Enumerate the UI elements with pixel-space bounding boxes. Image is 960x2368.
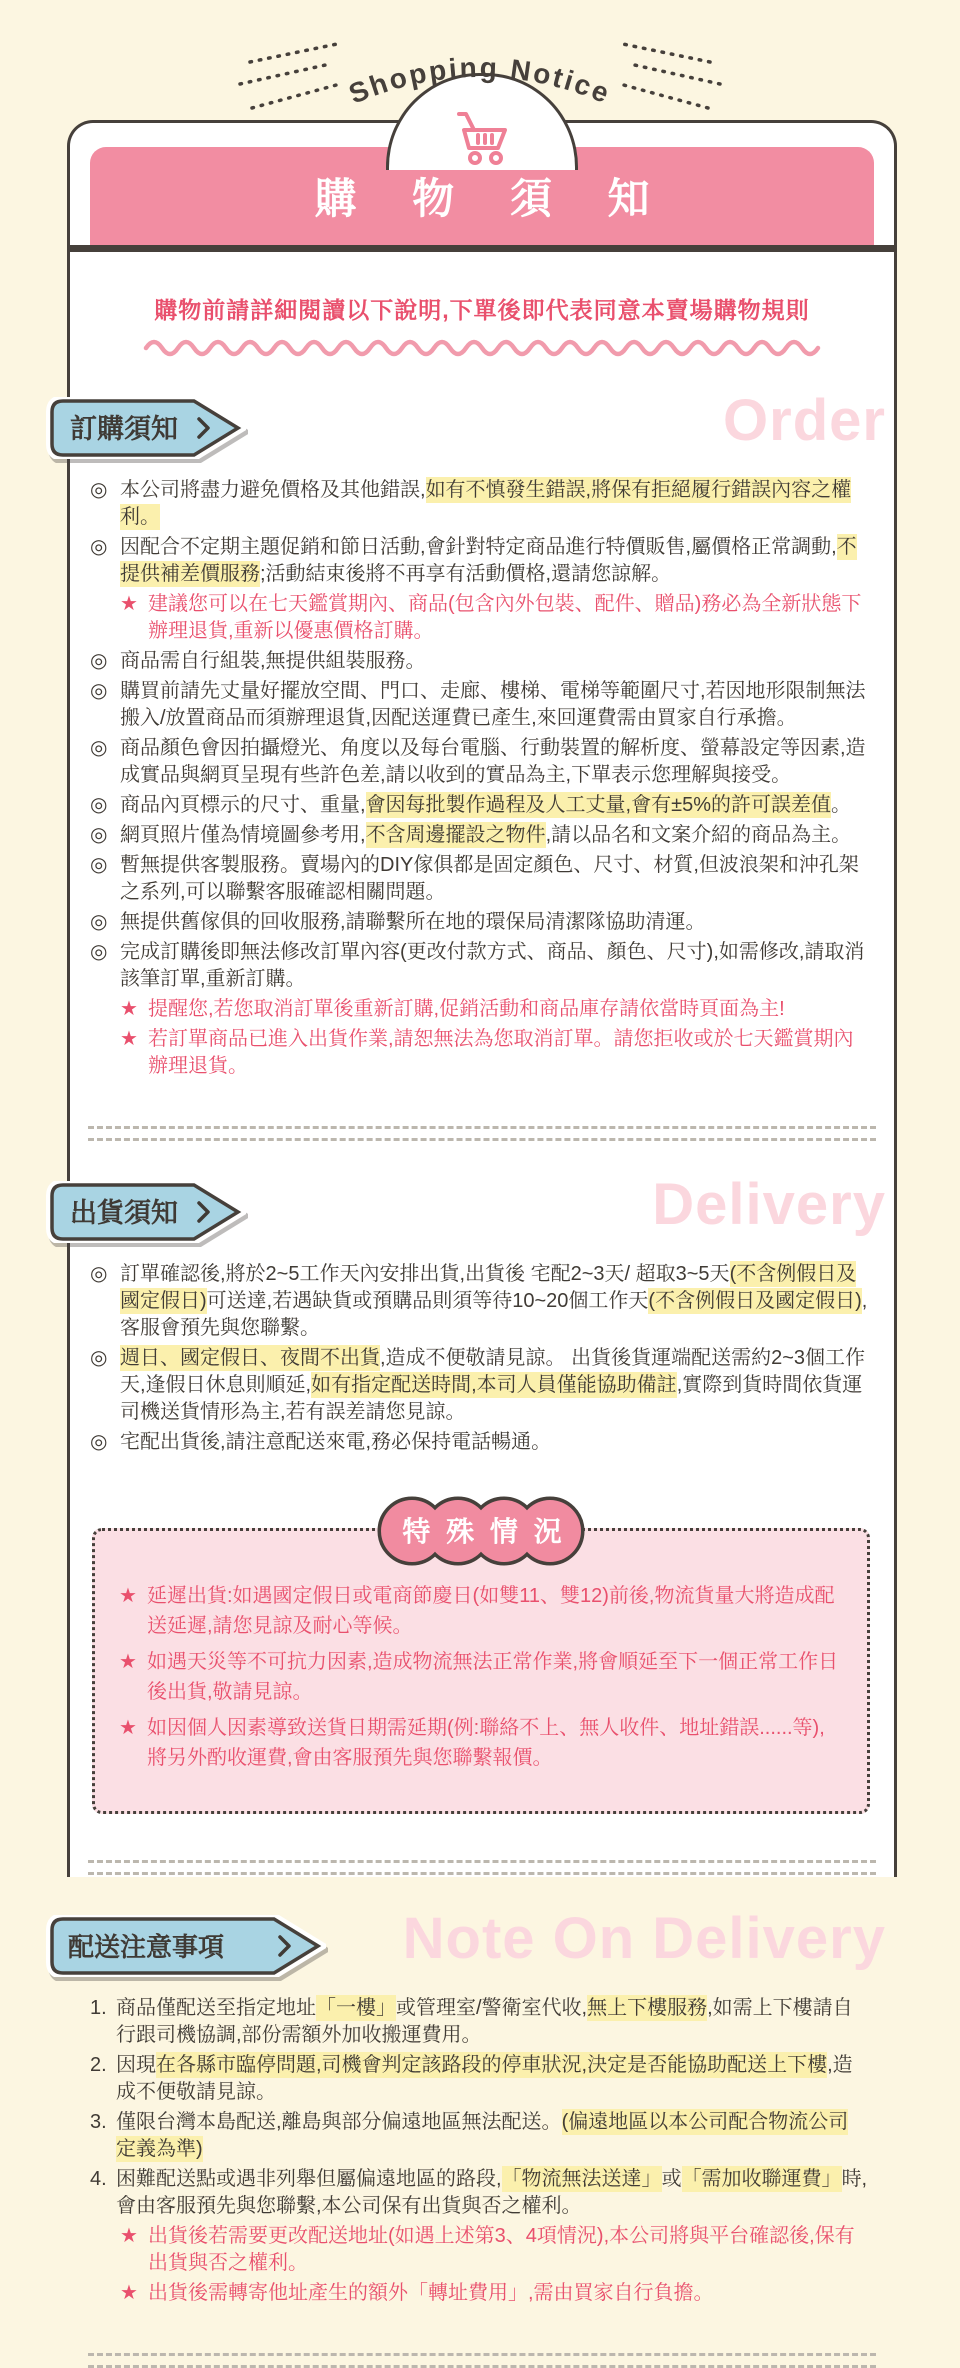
dotted-divider [88,2353,876,2368]
item-text: 無提供舊傢俱的回收服務,請聯繫所在地的環保局清潔隊協助清運。 [120,911,706,933]
list-item [90,534,868,588]
item-text: 商品需自行組裝,無提供組裝服務。 [120,650,426,672]
item-text: 週日、國定假日、夜間不出貨,造成不便敬請見諒。 出貨後貨運端配送需約2~3個工作天,逢假日休息則順延,如有指定配送時間,本司人員僅能協助備註,實際到貨時間依貨運司機送貨情形為主,若有誤差請您見諒。 [120,1347,866,1423]
list-item [90,2166,868,2220]
list-item [90,1261,868,1342]
item-text: 完成訂購後即無法修改訂單內容(更改付款方式、商品、顏色、尺寸),如需修改,請取消該筆訂單,重新訂購。 [120,941,865,990]
highlighted-text: 如有不慎發生錯誤,將保有拒絕履行錯誤內容之權利。 [120,479,852,528]
section-item-list [90,1261,868,1456]
note-item [119,1647,839,1707]
header-decoration [100,18,860,133]
highlighted-text: 不提供補差價服務 [120,536,857,585]
item-text: 僅限台灣本島配送,離島與部分偏遠地區無法配送。(偏遠地區以本公司配合物流公司定義為準) [116,2111,849,2160]
item-text: 建議您可以在七天鑑賞期內、商品(包含內外包裝、配件、贈品)務必為全新狀態下辦理退貨,重新以優惠價格訂購。 [148,593,862,642]
svg-text:Shopping Notice [344,52,615,110]
special-circumstances-box [92,1516,870,1814]
item-marker: 4. [90,2168,107,2190]
highlighted-text: (偏遠地區以本公司配合物流公司定義為準) [116,2111,849,2160]
highlighted-text: 無上下樓服務 [587,1997,708,2019]
list-item [90,1995,868,2049]
highlighted-text: 週日、國定假日、夜間不出貨 [120,1347,380,1369]
item-text: 如遇天災等不可抗力因素,造成物流無法正常作業,將會順延至下一個正常工作日後出貨,敬請見諒。 [147,1651,839,1703]
item-marker: ◎ [90,1431,108,1453]
list-item [90,852,868,906]
section-ribbon-label: 配送注意事項 [68,1932,225,1962]
item-text: 網頁照片僅為情境圖參考用,不含周邊擺設之物件,請以品名和文案介紹的商品為主。 [120,824,852,846]
item-text: 暫無提供客製服務。賣場內的DIY傢俱都是固定顏色、尺寸、材質,但波浪架和沖孔架之系列,可以聯繫客服確認相關問題。 [120,854,859,903]
item-text: 如因個人因素導致送貨日期需延期(例:聯絡不上、無人收件、地址錯誤......等),將另外酌收運費,會由客服預先與您聯繫報價。 [147,1717,825,1769]
section-item-list [90,1995,868,2307]
special-badge [356,1483,606,1579]
item-text: 困難配送點或遇非列舉但屬偏遠地區的路段,「物流無法送達」或「需加收聯運費」時,會由客服預先與您聯繫,本公司保有出貨與否之權利。 [116,2168,868,2217]
shopping-notice-arc [100,18,860,128]
dotted-divider [88,1126,876,1141]
section-header [70,1172,894,1239]
list-item [90,735,868,789]
highlighted-text: 不含周邊擺設之物件 [365,824,546,846]
note-item [120,2223,868,2277]
item-text: 延遲出貨:如遇國定假日或電商節慶日(如雙11、雙12)前後,物流貨量大將造成配送延遲,請您見諒及耐心等候。 [147,1585,835,1637]
note-item [120,1026,868,1080]
note-item [120,2280,868,2307]
section-ribbon-label: 訂購須知 [70,414,178,444]
section-ribbon [46,1915,326,1977]
item-text: 商品顏色會因拍攝燈光、角度以及每台電腦、行動裝置的解析度、螢幕設定等因素,造成實品與網頁呈現有些許色差,請以收到的實品為主,下單表示您理解與接受。 [120,737,866,786]
item-marker: ★ [120,998,138,1020]
section-ribbon [46,397,246,459]
item-marker: ◎ [90,854,108,876]
item-marker: ◎ [90,1347,108,1369]
highlighted-text: 會因每批製作過程及人工丈量,會有±5%的許可誤差值 [365,794,832,816]
list-item [90,1345,868,1426]
section-delivery [70,1172,894,1814]
highlighted-text: 「需加收聯運費」 [681,2168,842,2190]
highlighted-text: 如有指定配送時間,本司人員僅能協助備註 [311,1374,677,1396]
item-marker: 3. [90,2111,107,2133]
list-item [90,678,868,732]
item-marker: ◎ [90,911,108,933]
item-text: 訂單確認後,將於2~5工作天內安排出貨,出貨後 宅配2~3天/ 超取3~5天(不含例假日及國定假日)可送達,若遇缺貨或預購品則須等待10~20個工作天(不含例假日及國定假日),客服會預先與您聯繫。 [120,1263,868,1339]
special-item-list [119,1581,839,1773]
section-header [70,388,894,455]
note-item [119,1713,839,1773]
item-text: 若訂單商品已進入出貨作業,請恕無法為您取消訂單。請您拒收或於七天鑑賞期內辦理退貨。 [148,1028,854,1077]
item-text: 購買前請先丈量好擺放空間、門口、走廊、樓梯、電梯等範圍尺寸,若因地形限制無法搬入/放置商品而須辦理退貨,因配送運費已產生,來回運費需由買家自行承擔。 [120,680,866,729]
item-marker: ★ [120,2282,138,2304]
section-watermark: Order [723,388,886,453]
page-title: 購 物 須 知 [314,175,672,222]
banner-underline [70,245,894,252]
highlighted-text: 「物流無法送達」 [501,2168,662,2190]
highlighted-text: (不含例假日及國定假日) [648,1290,862,1312]
list-item [90,1429,868,1456]
notice-card [67,120,897,2304]
item-text: 因配合不定期主題促銷和節日活動,會針對特定商品進行特價販售,屬價格正常調動,不提供補差價服務;活動結束後將不再享有活動價格,還請您諒解。 [120,536,857,585]
item-marker: ◎ [90,737,108,759]
item-marker: ◎ [90,1263,108,1285]
item-marker: ★ [119,1717,137,1739]
item-marker: ◎ [90,650,108,672]
item-marker: 2. [90,2054,107,2076]
item-marker: ★ [120,593,138,615]
highlighted-text: (不含例假日及國定假日) [120,1263,857,1312]
section-note-on-delivery [68,1906,894,2307]
section-ribbon [46,1181,246,1243]
list-item [90,2109,868,2163]
item-text: 因現在各縣市臨停問題,司機會判定該路段的停車狀況,決定是否能協助配送上下樓,造成不便敬請見諒。 [116,2054,853,2103]
section-watermark: Delivery [652,1172,886,1237]
item-text: 提醒您,若您取消訂單後重新訂購,促銷活動和商品庫存請依當時頁面為主! [148,998,785,1020]
section-item-list [90,477,868,1080]
item-marker: ◎ [90,794,108,816]
item-text: 出貨後需轉寄他址產生的額外「轉址費用」,需由買家自行負擔。 [148,2282,714,2304]
list-item [90,477,868,531]
item-marker: ◎ [90,824,108,846]
list-item [90,909,868,936]
item-marker: ◎ [90,479,108,501]
item-marker: ★ [120,1028,138,1050]
note-item [119,1581,839,1641]
item-text: 本公司將盡力避免價格及其他錯誤,如有不慎發生錯誤,將保有拒絕履行錯誤內容之權利。 [120,479,852,528]
section-watermark: Note On Delivery [402,1906,886,1971]
note-item [120,996,868,1023]
item-text: 宅配出貨後,請注意配送來電,務必保持電話暢通。 [120,1431,552,1453]
item-marker: ◎ [90,680,108,702]
item-marker: ★ [119,1651,137,1673]
item-marker: ★ [120,2225,138,2247]
wavy-divider [142,333,822,357]
list-item [90,648,868,675]
item-text: 出貨後若需要更改配送地址(如遇上述第3、4項情況),本公司將與平台確認後,保有出貨與否之權利。 [148,2225,855,2274]
item-text: 商品內頁標示的尺寸、重量,會因每批製作過程及人工丈量,會有±5%的許可誤差值。 [120,794,852,816]
dotted-divider [88,1860,876,1875]
section-ribbon-label: 出貨須知 [70,1198,178,1228]
note-item [120,591,868,645]
special-badge-label: 特 殊 情 況 [402,1516,566,1547]
item-marker: ★ [119,1585,137,1607]
intro-text: 購物前請詳細閱讀以下說明,下單後即代表同意本賣場購物規則 [154,297,810,323]
highlighted-text: 在各縣市臨停問題,司機會判定該路段的停車狀況,決定是否能協助配送上下樓 [156,2054,828,2076]
shopping-notice-label: Shopping Notice [344,51,616,110]
item-marker: ◎ [90,941,108,963]
item-marker: 1. [90,1997,107,2019]
section-order [70,388,894,1080]
item-marker: ◎ [90,536,108,558]
highlighted-text: 「一樓」 [316,1997,396,2019]
list-item [90,822,868,849]
list-item [90,792,868,819]
section-header [68,1906,894,1973]
item-text: 商品僅配送至指定地址「一樓」或管理室/警衛室代收,無上下樓服務,如需上下樓請自行跟司機協調,部份需額外加收搬運費用。 [116,1997,853,2046]
list-item [90,2052,868,2106]
list-item [90,939,868,993]
